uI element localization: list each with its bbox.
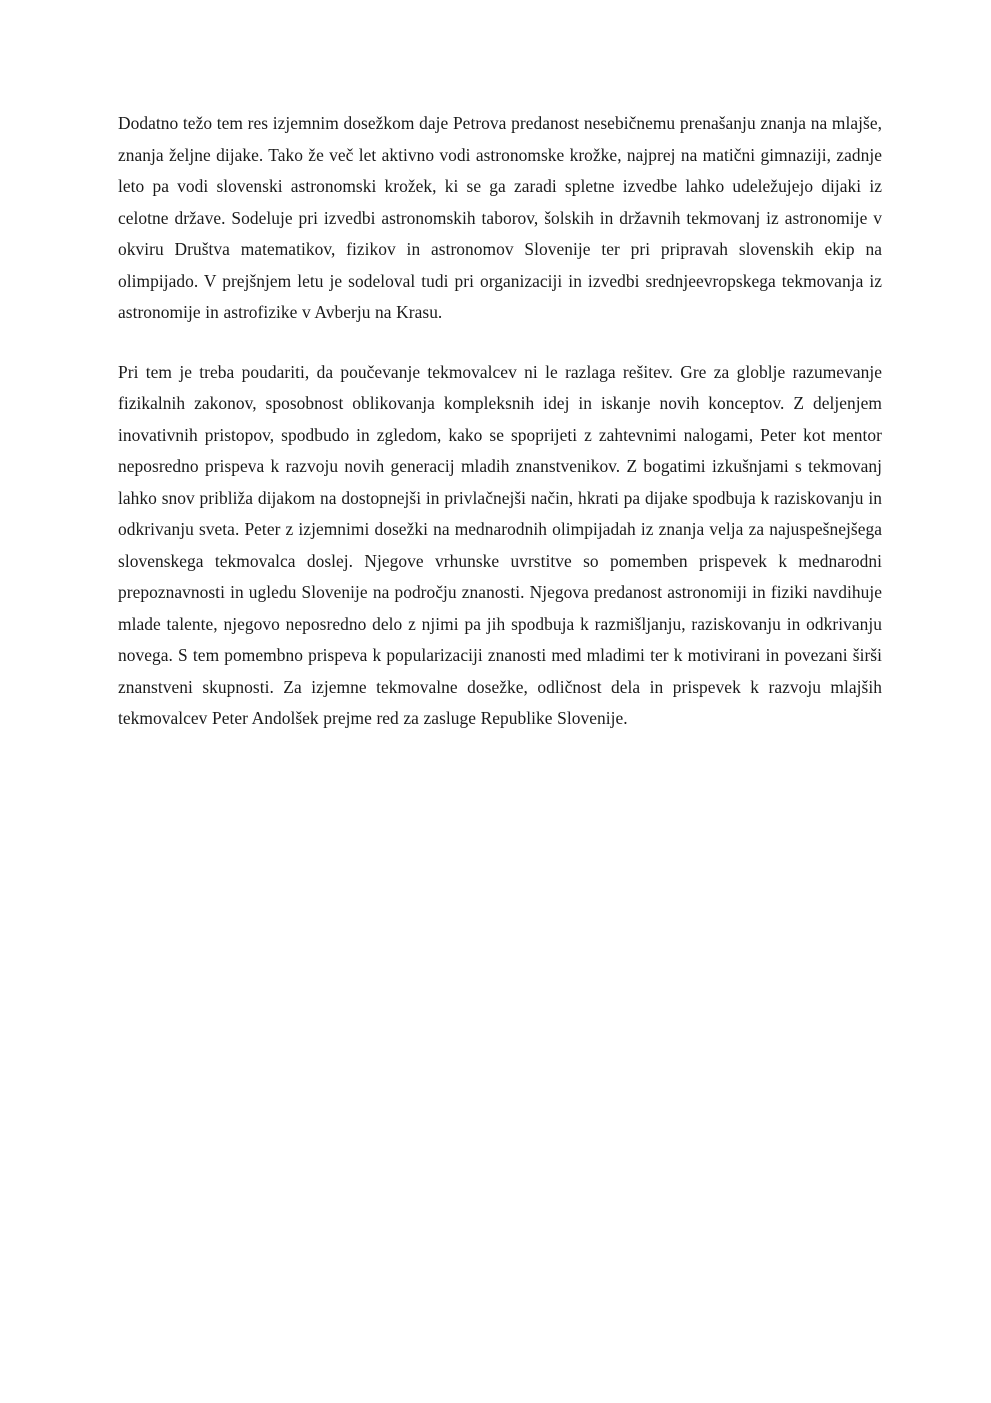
paragraph-2: Pri tem je treba poudariti, da poučevanje tekmovalcev ni le razlaga rešitev. Gre za globlje razumevanje fizikalnih zakonov, sposobnost oblikovanja kompleksnih idej in iskanje novih konceptov. Z deljenjem inovativnih pristopov, spodbudo in zgledom, kako se spoprijeti z zahtevnimi nalogami, Peter kot mentor neposredno prispeva k razvoju novih generacij mladih znanstvenikov. Z bogatimi izkušnjami s tekmovanj lahko snov približa dijakom na dostopnejši in privlačnejši način, hkrati pa dijake spodbuja k raziskovanju in odkrivanju sveta. Peter z izjemnimi dosežki na mednarodnih olimpijadah iz znanja velja za najuspešnejšega slovenskega tekmovalca doslej. Njegove vrhunske uvrstitve so pomemben prispevek k mednarodni prepoznavnosti in ugledu Slovenije na področju znanosti. Njegova predanost astronomiji in fiziki navdihuje mlade talente, njegovo neposredno delo z njimi pa jih spodbuja k razmišljanju, raziskovanju in odkrivanju novega. S tem pomembno prispeva k popularizaciji znanosti med mladimi ter k motivirani in povezani širši znanstveni skupnosti. Za izjemne tekmovalne dosežke, odličnost dela in prispevek k razvoju mlajših tekmovalcev Peter Andolšek prejme red za zasluge Republike Slovenije.: [118, 361, 882, 728]
document-body: [118, 108, 882, 735]
paragraph-1: Dodatno težo tem res izjemnim dosežkom daje Petrova predanost nesebičnemu prenašanju znanja na mlajše, znanja željne dijake. Tako že več let aktivno vodi astronomske krožke, najprej na matični gimnaziji, zadnje leto pa vodi slovenski astronomski krožek, ki se ga zaradi spletne izvedbe lahko udeležujejo dijaki iz celotne države. Sodeluje pri izvedbi astronomskih taborov, šolskih in državnih tekmovanj iz astronomije v okviru Društva matematikov, fizikov in astronomov Slovenije ter pri pripravah slovenskih ekip na olimpijado. V prejšnjem letu je sodeloval tudi pri organizaciji in izvedbi srednjeevropskega tekmovanja iz astronomije in astrofizike v Avberju na Krasu.: [118, 113, 882, 322]
